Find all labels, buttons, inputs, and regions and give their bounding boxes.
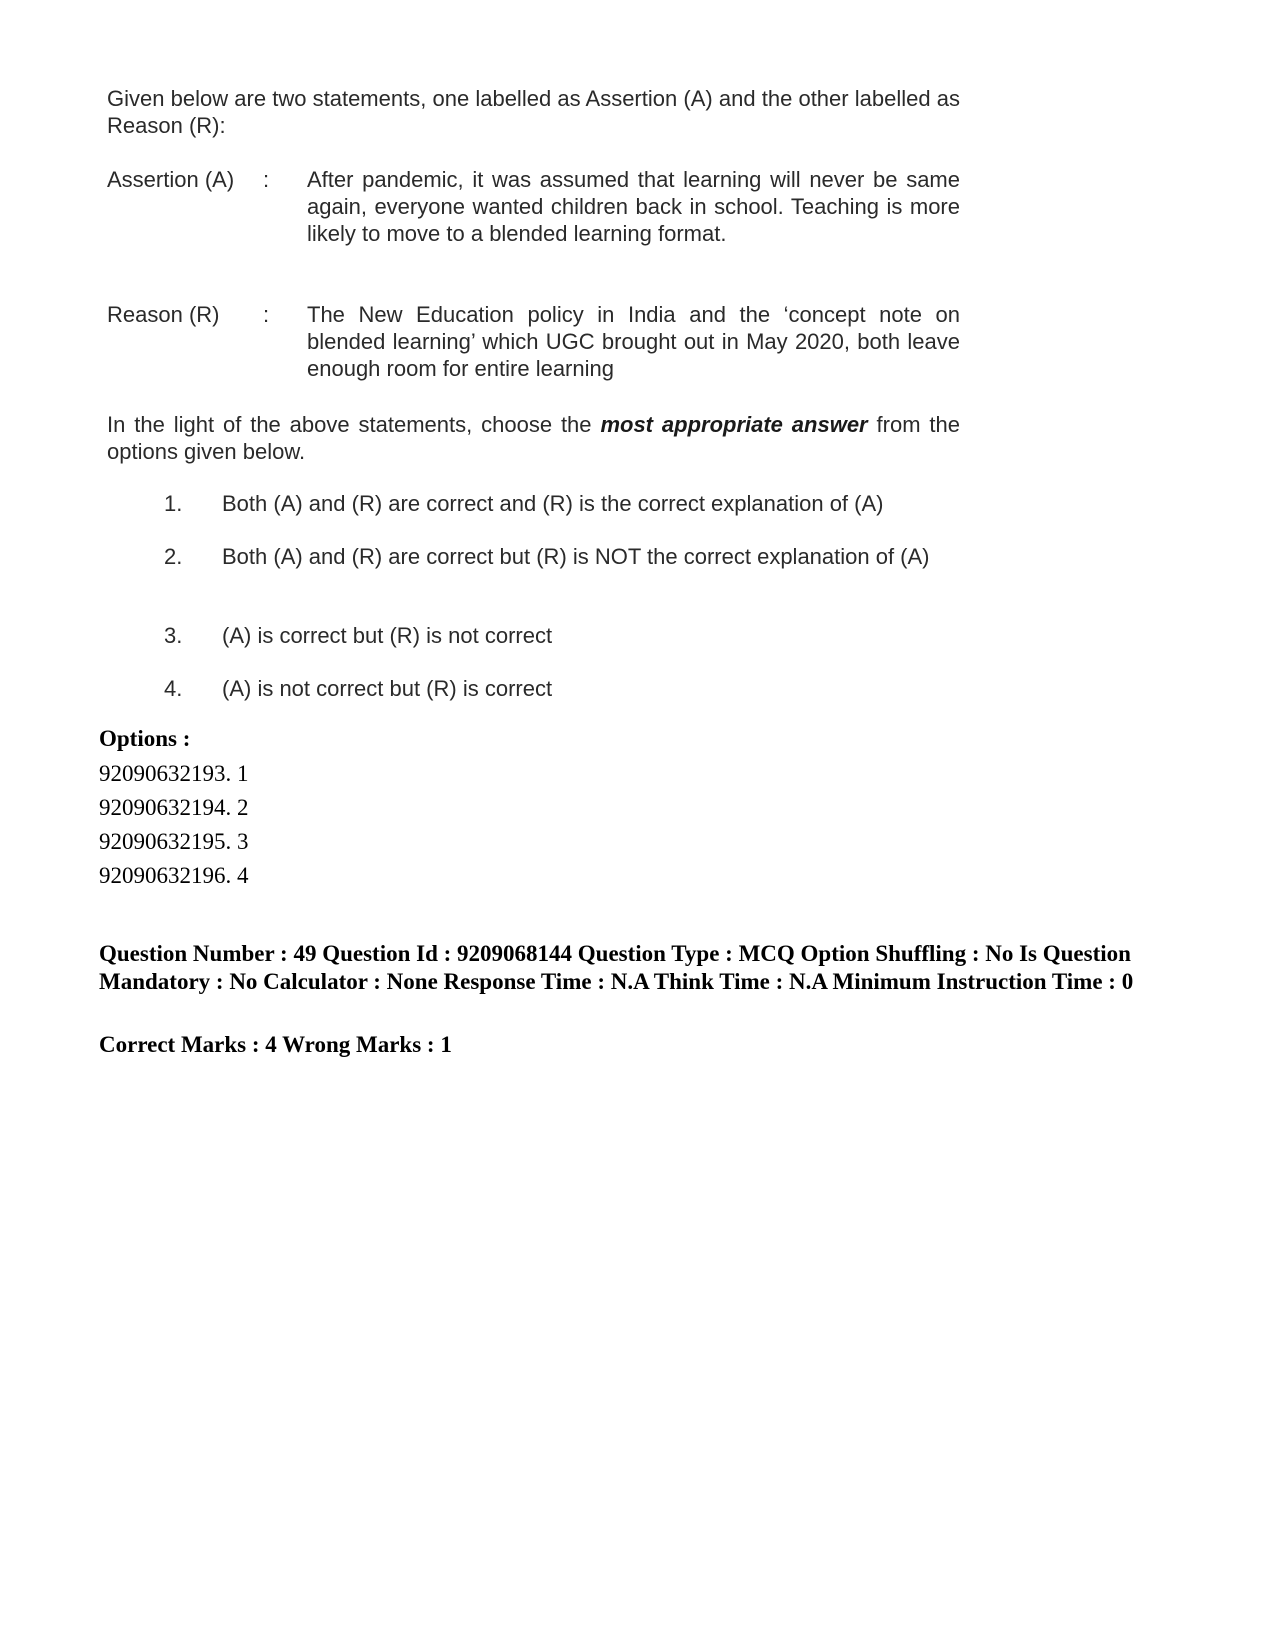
marks-line: Correct Marks : 4 Wrong Marks : 1 bbox=[99, 1032, 452, 1057]
reason-label: Reason (R) bbox=[107, 302, 220, 327]
option-item: 92090632194. 2 bbox=[99, 795, 249, 820]
intro-text: Given below are two statements, one labelled as Assertion (A) and the other labelled as Reason (R): bbox=[107, 86, 960, 138]
assertion-text: After pandemic, it was assumed that learning will never be same again, everyone wanted children back in school. Teaching is more likely to move to a blended learning format. bbox=[307, 167, 960, 246]
choice-number: 4. bbox=[164, 676, 183, 701]
reason-text: The New Education policy in India and the ‘concept note on blended learning’ which UGC brought out in May 2020, both leave enough room for entire learning bbox=[307, 302, 960, 381]
instruction-before: In the light of the above statements, choose the bbox=[107, 412, 601, 437]
option-item: 92090632196. 4 bbox=[99, 863, 249, 888]
question-meta: Question Number : 49 Question Id : 9209068144 Question Type : MCQ Option Shuffling : No Is Question Mandatory : No Calculator : None Response Time : N.A Think Time : N.A Minimum Instruction Time : 0 bbox=[99, 941, 1134, 994]
assertion-colon: : bbox=[263, 167, 270, 192]
instruction-text bbox=[107, 411, 960, 465]
choice-number: 2. bbox=[164, 544, 183, 569]
choice-text: Both (A) and (R) are correct but (R) is NOT the correct explanation of (A) bbox=[222, 544, 930, 569]
choice-number: 3. bbox=[164, 623, 183, 648]
choice-text: (A) is correct but (R) is not correct bbox=[222, 623, 553, 648]
reason-colon: : bbox=[263, 302, 270, 327]
choice-text: (A) is not correct but (R) is correct bbox=[222, 676, 553, 701]
option-item: 92090632193. 1 bbox=[99, 761, 249, 786]
option-item: 92090632195. 3 bbox=[99, 829, 249, 854]
options-heading: Options : bbox=[99, 726, 191, 751]
assertion-label: Assertion (A) bbox=[107, 167, 235, 192]
instruction-emphasis: most appropriate answer bbox=[600, 412, 868, 437]
instruction-after: from the options given below. bbox=[107, 412, 960, 464]
choice-text: Both (A) and (R) are correct and (R) is the correct explanation of (A) bbox=[222, 491, 884, 516]
choice-number: 1. bbox=[164, 491, 183, 516]
